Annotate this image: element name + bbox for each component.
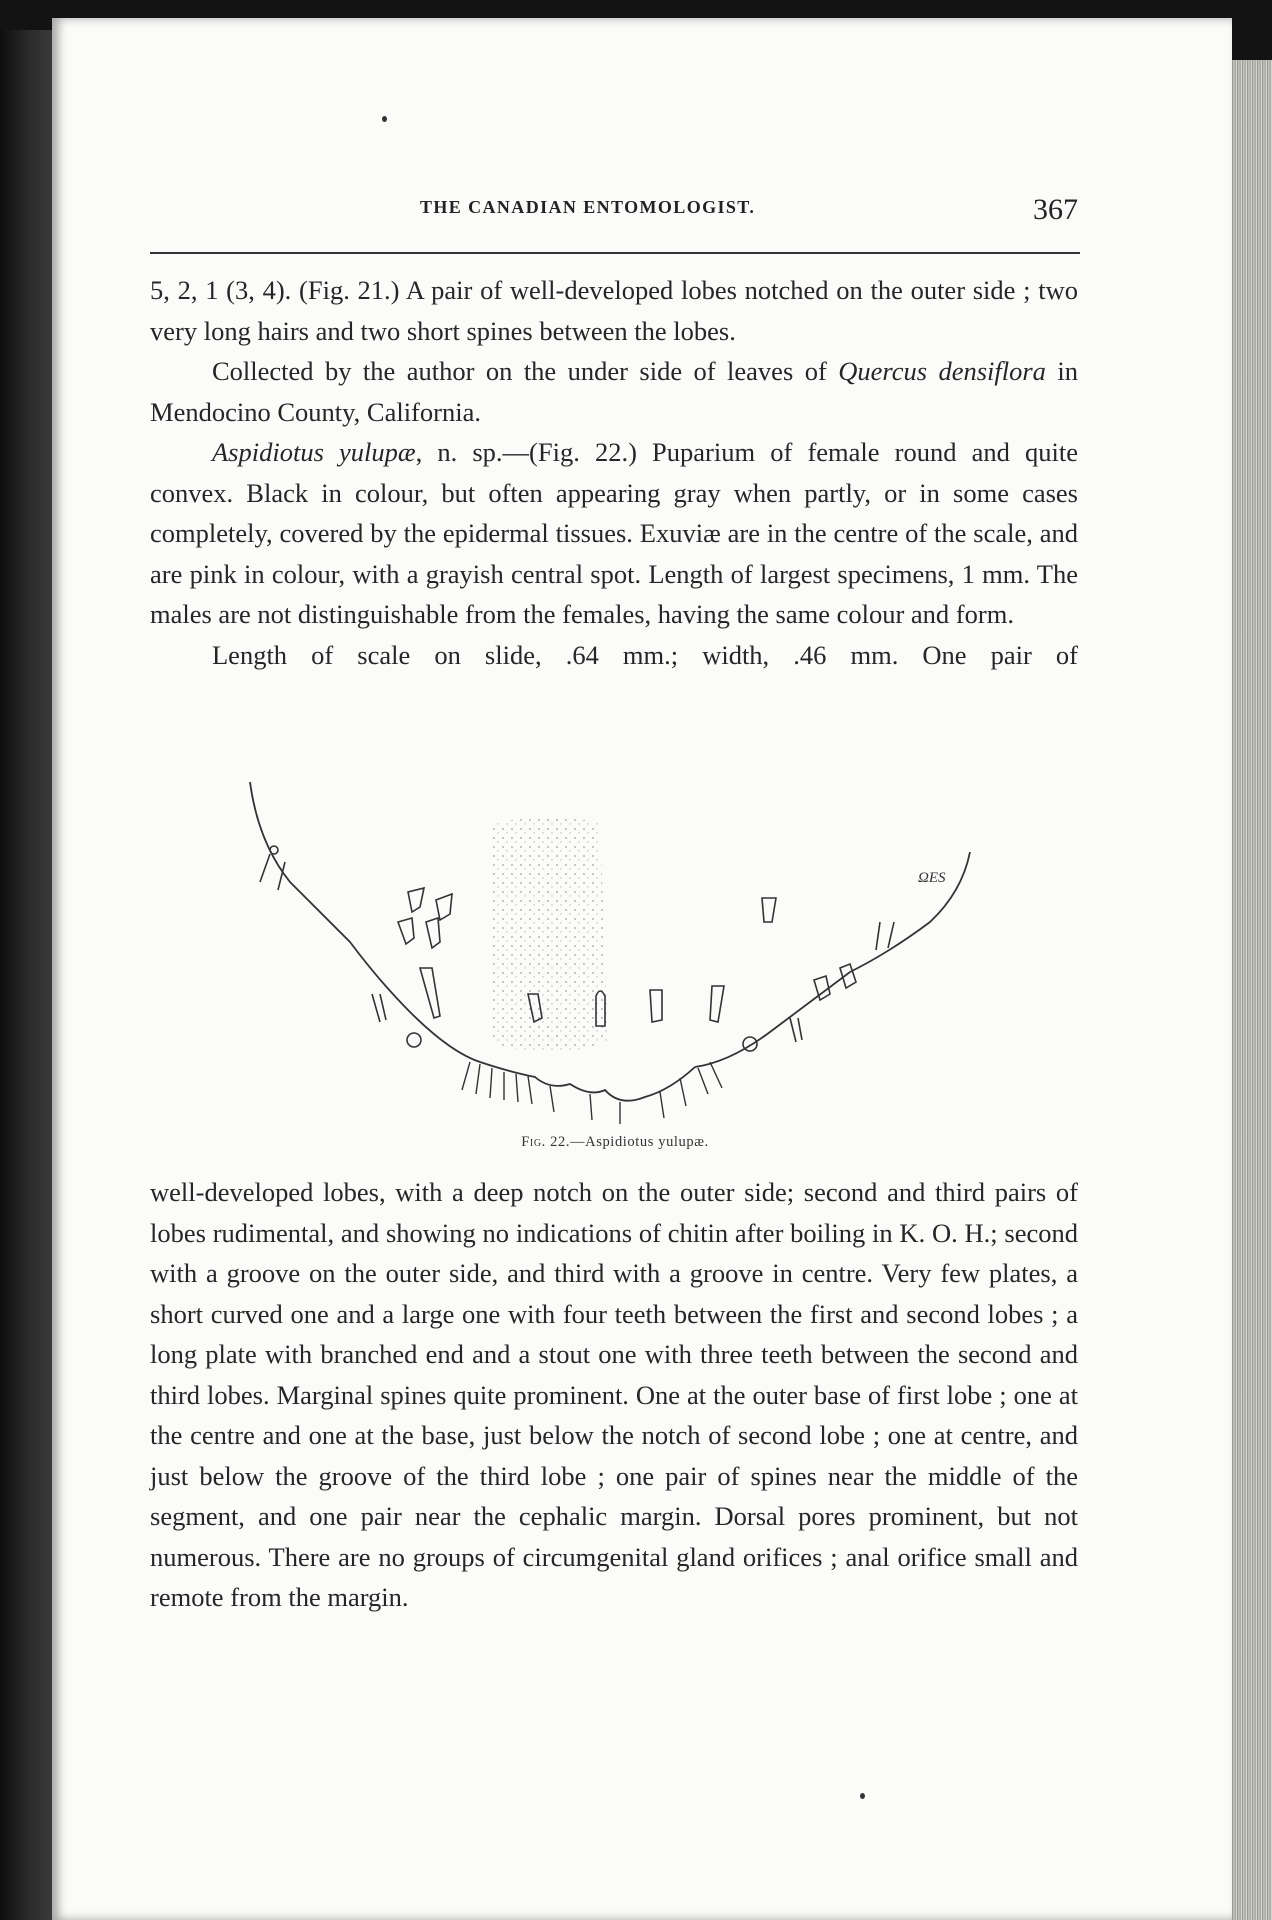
text-block-upper: [150, 270, 1078, 675]
figure-22: [150, 772, 1080, 1152]
book-spine-edge: [0, 30, 52, 1920]
artist-mark: ΩES: [918, 870, 946, 886]
paragraph-collection: Collected by the author on the under side of leaves of Quercus densiflora in Mendocino County, California.: [150, 356, 1078, 427]
text-block-lower: [150, 1172, 1078, 1618]
plates: [398, 888, 856, 1026]
paragraph-lobes: 5, 2, 1 (3, 4). (Fig. 21.) A pair of well-developed lobes notched on the outer side ; two very long hairs and two short spines between the lobes.: [150, 275, 1078, 346]
species-name-quercus: Quercus densiflora: [838, 356, 1046, 386]
figure-caption: Fig. 22.—Aspidiotus yulupæ.: [521, 1134, 709, 1150]
species-name-aspidiotus: Aspidiotus yulupæ: [212, 437, 416, 467]
header-rule: [150, 252, 1080, 254]
stippled-area: [490, 817, 608, 1052]
segment-outline-left: [250, 782, 480, 1062]
page-edges: [1232, 60, 1272, 1920]
ink-speck: [860, 1793, 865, 1799]
lobe-margin: [480, 1062, 695, 1101]
paragraph-species-description: Aspidiotus yulupæ, n. sp.—(Fig. 22.) Puparium of female round and quite convex. Black in colour, but often appearing gray when partly, or in some cases completely, covered by the epidermal tissues. Exuviæ are in the centre of the scale, and are pink in colour, with a grayish central spot. Length of largest specimens, 1 mm. The males are not distinguishable from the females, having the same colour and form.: [150, 437, 1078, 629]
pygidium-drawing: [150, 772, 1080, 1132]
paragraph-continuation: well-developed lobes, with a deep notch on the outer side; second and third pairs of lobes rudimental, and showing no indications of chitin after boiling in K. O. H.; second with a groove on the outer side, and third with a groove in centre. Very few plates, a short curved one and a large one with four teeth between the first and second lobes ; a long plate with branched end and a stout one with three teeth between the second and third lobes. Marginal spines quite prominent. One at the outer base of first lobe ; one at the centre and one at the base, just below the notch of second lobe ; one at centre, and just below the groove of the third lobe ; one pair of spines near the middle of the segment, and one pair near the cephalic margin. Dorsal pores prominent, but not numerous. There are no groups of circumgenital gland orifices ; anal orifice small and remote from the margin.: [150, 1177, 1078, 1612]
running-title: THE CANADIAN ENTOMOLOGIST.: [420, 197, 756, 217]
paragraph-measurements: Length of scale on slide, .64 mm.; width, .46 mm. One pair of: [212, 639, 1078, 670]
page-header: [150, 193, 1080, 237]
page-number: 367: [1033, 193, 1078, 226]
ink-speck: [382, 116, 387, 122]
